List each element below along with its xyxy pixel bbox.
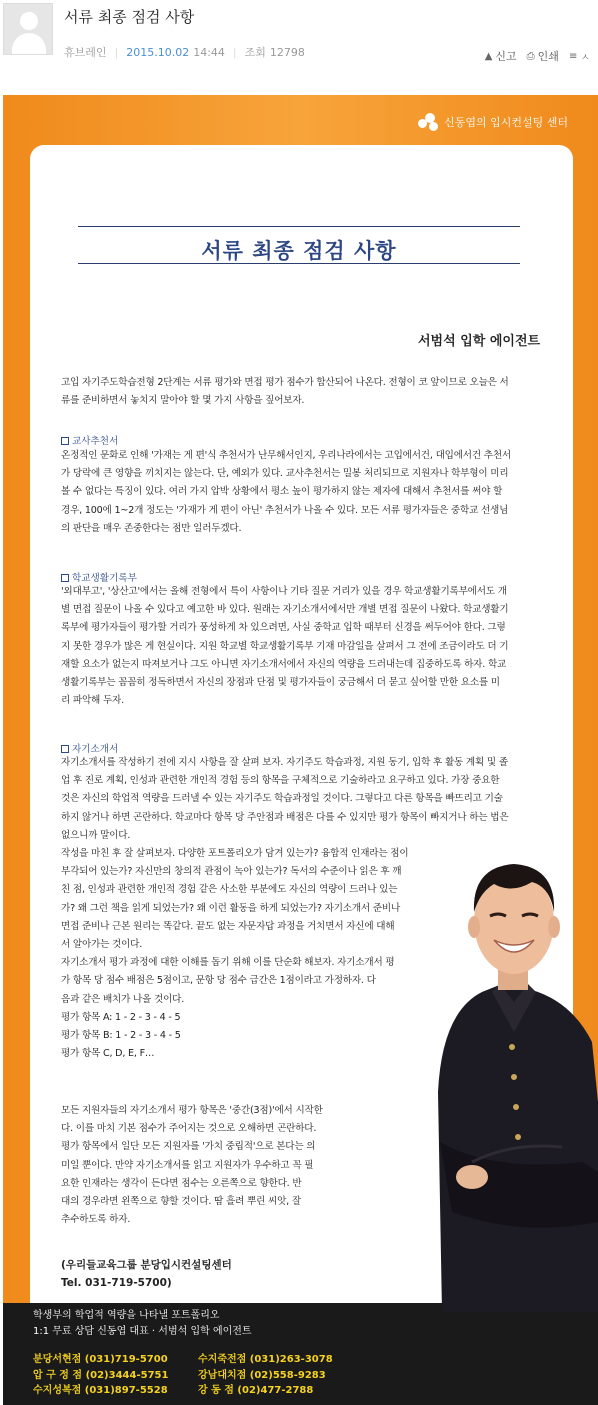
print-label: 인쇄 [537, 50, 559, 63]
text-line: 모든 지원자들의 자기소개서 평가 항목은 '중간(3점)'에서 시작한 [61, 1105, 323, 1116]
text-line: 평가 항목 A: 1 - 2 - 3 - 4 - 5 [61, 1011, 181, 1023]
text-line: 음과 같은 배치가 나올 것이다. [61, 993, 185, 1005]
post-actions [475, 48, 590, 64]
siren-icon: ▲ [484, 50, 493, 62]
text-line: 자기소개서를 작성하기 전에 지시 사항을 잘 살펴 보자. 자기주도 학습과정, 지원 동기, 입학 후 활동 계획 및 졸 [61, 757, 508, 768]
closing-paragraph [61, 1102, 323, 1229]
text-line: 하지 않거나 하면 곤란하다. 학교마다 항목 당 주안점과 배점은 다를 수 있지만 평가 항목이 빠지거나 하는 법은 [61, 811, 509, 823]
branch-list [33, 1352, 363, 1399]
branch-row [33, 1352, 363, 1368]
checkbox-icon [61, 574, 69, 582]
section-body-teacher [61, 447, 511, 538]
author-line: 서범석 입학 에이전트 [418, 334, 541, 349]
font-size-icon: ≡ [568, 50, 578, 62]
text-line: 가 항목 당 점수 배점은 5점이고, 문항 당 점수 급간은 1점이라고 가정하자. 다 [61, 975, 376, 987]
text-line: 경우, 100에 1~2개 정도는 '가재가 게 편이 아닌' 추천서가 나올 수 있다. 모든 서류 평가자들은 중학교 선생님 [61, 504, 509, 516]
text-line: 면접 준비나 근본 원리는 똑같다. 끝도 없는 자문자답 과정을 거치면서 자신에 대해 [61, 920, 395, 932]
logo-mark-icon [418, 113, 440, 131]
views-count: 12798 [269, 45, 305, 59]
contact-info [61, 1256, 232, 1292]
avatar[interactable] [3, 3, 53, 55]
text-line: '외대부고', '상산고'에서는 올해 전형에서 특이 사항이나 기타 질문 거리가 있을 경우 학교생활기록부에서도 개 [61, 586, 507, 597]
text-line: 다. 이를 마치 기본 점수가 주어지는 것으로 오해하면 곤란하다. [61, 1123, 317, 1135]
text-line: 평가 항목 B: 1 - 2 - 3 - 4 - 5 [61, 1030, 181, 1042]
text-line: 지 못한 경우가 많은 게 현실이다. 지원 학교별 학교생활기록부 기재 마감일을 살펴서 그 전에 조금이라도 더 기 [61, 640, 509, 652]
agent-portrait [432, 842, 598, 1312]
text-line: 생활기록부는 꼼꼼히 정독하면서 자신의 장점과 단점 및 평가자들이 궁금해서 더 묻고 싶어할 만한 요소를 미 [61, 677, 500, 689]
branch-row [33, 1368, 363, 1384]
report-button[interactable] [485, 48, 517, 64]
article-heading: 서류 최종 점검 사항 [201, 239, 397, 263]
branch-item: 수지죽전점 (031)263-3078 [198, 1354, 333, 1365]
avatar-body-shape [12, 33, 46, 55]
contact-line: Tel. 031-719-5700) [61, 1277, 172, 1289]
text-line: 대의 경우라면 왼쪽으로 향할 것이다. 땀 흘려 뿌린 씨앗, 잘 [61, 1196, 301, 1208]
section-body-records [61, 583, 508, 710]
branch-row [33, 1383, 363, 1399]
poster-logo [418, 113, 568, 131]
views-label: 조회 [244, 46, 266, 59]
text-line: 볼 수 없다는 특징이 있다. 여러 가지 압박 상황에서 평소 높이 평가하지 않는 제자에 대해서 추천서를 써야 할 [61, 486, 503, 498]
text-line: 추수하도록 하자. [61, 1214, 131, 1226]
section-title-teacher: 교사추천서 [61, 433, 118, 447]
intro-paragraph [61, 374, 509, 410]
text-line: 고입 자기주도학습전형 2단계는 서류 평가와 면접 평가 점수가 합산되어 나온다. 전형이 코 앞이므로 오늘은 서 [61, 377, 509, 388]
branch-item: 강 동 점 (02)477-2788 [198, 1385, 314, 1396]
branch-item: 강남대치점 (02)558-9283 [198, 1369, 326, 1381]
text-line: 없으니까 말이다. [61, 829, 131, 841]
post-header [0, 0, 598, 82]
section-title-essay: 자기소개서 [61, 741, 118, 755]
band-line: 학생부의 학업적 역량을 나타낼 포트폴리오 [33, 1310, 220, 1321]
printer-icon: ⎙ [526, 50, 535, 62]
post-time: 14:44 [193, 45, 225, 59]
post-title: 서류 최종 점검 사항 [64, 8, 195, 26]
text-line: 의 판단을 매우 존중한다는 점만 일러두겠다. [61, 522, 242, 534]
text-line: 리 파악해 두자. [61, 695, 124, 707]
section-title-records: 학교생활기록부 [61, 570, 137, 584]
text-line: 요한 인재라는 생각이 든다면 점수는 오른쪽으로 향한다. 반 [61, 1177, 302, 1189]
text-line: 가 당락에 큰 영향을 끼치지는 않는다. 단, 예외가 있다. 교사추천서는 밀봉 처리되므로 지원자나 학부형이 미리 [61, 468, 509, 480]
text-line: 서 알아가는 것이다. [61, 939, 143, 951]
text-line: 자기소개서 평가 과정에 대한 이해를 돕기 위해 이를 단순화 해보자. 자기소개서 평 [61, 957, 395, 969]
post-date: 2015.10.02 [126, 45, 190, 59]
checkbox-icon [61, 745, 69, 753]
author-name[interactable]: 휴브레인 [64, 46, 107, 59]
text-line: 록부에 평가자들이 평가할 거리가 풍성하게 차 있으려면, 사실 중학교 입학 때부터 신경을 써두어야 한다. 그렇 [61, 622, 506, 634]
text-line: 업 후 진로 계획, 인성과 관련한 개인적 경험 등의 항목을 구체적으로 기술하라고 요구하고 있다. 가장 중요한 [61, 775, 500, 787]
text-line: 것은 자신의 학업적 역량을 드러낼 수 있는 자기주도 학습과정일 것이다. 그렇다고 다른 항목을 빠뜨리고 기술 [61, 793, 503, 805]
font-size-glyph: ㅅ [580, 52, 590, 64]
contact-line: (우리들교육그룹 분당입시컨설팅센터 [61, 1259, 232, 1271]
text-line: 별 면접 질문이 나올 수 있다고 예고한 바 있다. 원래는 자기소개서에서만 개별 면접 질문이 나왔다. 학교생활기 [61, 604, 509, 616]
heading-rule-top [78, 226, 520, 227]
heading-rule-bottom [78, 263, 520, 264]
meta-divider: | [114, 45, 119, 59]
text-line: 가? 왜 그런 책을 읽게 되었는가? 왜 이런 활동을 하게 되었는가? 자기소개서 준비나 [61, 902, 401, 914]
print-button[interactable] [527, 48, 559, 64]
text-line: 재할 요소가 없는지 따져보거나 그도 아니면 자기소개서에서 자신의 역량을 드러내는데 집중하도록 하자. 학교 [61, 658, 507, 670]
font-size-button[interactable] [569, 49, 590, 64]
text-line: 온정적인 문화로 인해 '가재는 게 편'식 추천서가 난무해서인지, 우리나라에서는 고입에서건, 대입에서건 추천서 [61, 450, 511, 461]
checkbox-icon [61, 437, 69, 445]
text-line: 작성을 마친 후 잘 살펴보자. 다양한 포트폴리오가 담겨 있는가? 융합적 인재라는 점이 [61, 848, 409, 860]
band-line: 1:1 무료 상담 신동엽 대표 · 서범석 입학 에이전트 [33, 1326, 252, 1337]
logo-text: 신동엽의 입시컨설팅 센터 [444, 116, 568, 129]
text-line: 평가 항목에서 일단 모든 지원자를 '가치 중립적'으로 본다는 의 [61, 1141, 316, 1153]
text-line: 미일 뿐이다. 만약 자기소개서를 읽고 지원자가 우수하고 꼭 필 [61, 1159, 314, 1171]
text-line: 류를 준비하면서 놓치지 말아야 할 몇 가지 사항을 짚어보자. [61, 395, 305, 407]
branch-item: 분당서현점 (031)719-5700 [33, 1354, 168, 1365]
post-meta [64, 44, 305, 60]
branch-item: 압 구 정 점 (02)3444-5751 [33, 1369, 169, 1381]
branch-item: 수지성복점 (031)897-5528 [33, 1385, 168, 1396]
text-line: 친 점, 인성과 관련한 개인적 경험 같은 사소한 부분에도 자신의 역량이 드러나 있는 [61, 884, 398, 896]
text-line: 평가 항목 C, D, E, F… [61, 1048, 155, 1060]
avatar-head-shape [20, 12, 38, 30]
band-text [33, 1308, 252, 1340]
meta-divider: | [232, 45, 237, 59]
report-label: 신고 [495, 50, 517, 63]
text-line: 부각되어 있는가? 자신만의 창의적 관점이 녹아 있는가? 독서의 수준이나 읽은 후 깨 [61, 866, 402, 878]
